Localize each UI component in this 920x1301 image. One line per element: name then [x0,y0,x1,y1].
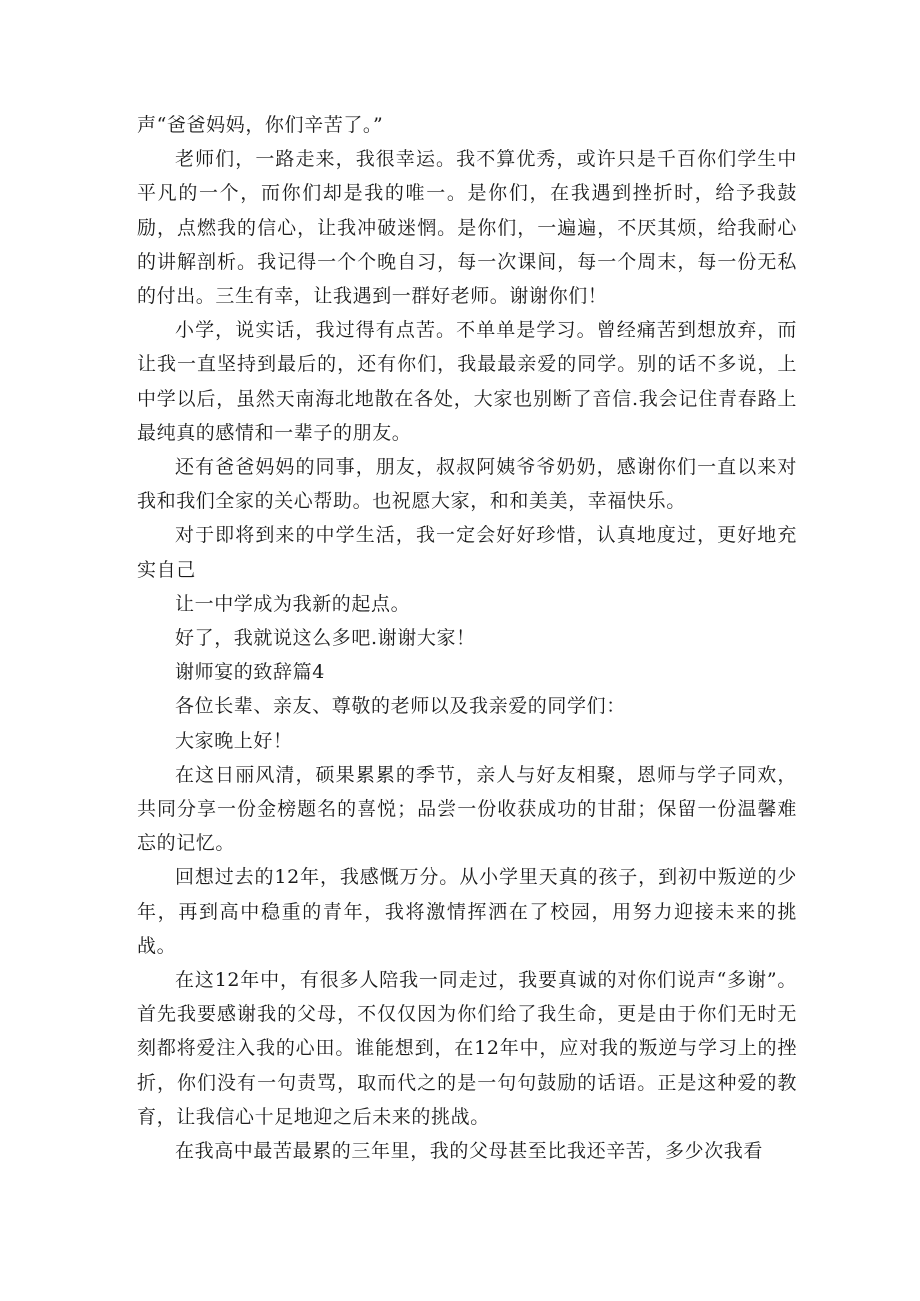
greeting: 大家晚上好！ [175,729,293,752]
paragraph-6: 让一中学成为我新的起点。 [175,592,411,615]
paragraph-4: 还有爸爸妈妈的同事，朋友，叔叔阿姨爷爷奶奶，感谢你们一直以来对我和我们全家的关心帮助。也祝愿大家，和和美美，幸福快乐。 [137,456,797,513]
document-body [137,108,797,1168]
paragraph-11: 在这日丽风清，硕果累累的季节，亲人与好友相聚，恩师与学子同欢，共同分享一份金榜题名的喜悦；品尝一份收获成功的甘甜；保留一份温馨难忘的记忆。 [137,763,797,855]
paragraph-2: 老师们，一路走来，我很幸运。我不算优秀，或许只是千百你们学生中平凡的一个，而你们却是我的唯一。是你们，在我遇到挫折时，给予我鼓励，点燃我的信心，让我冲破迷惘。是你们，一遍遍，不厌其烦，给我耐心的讲解剖析。我记得一个个晚自习，每一次课间，每一个周末，每一份无私的付出。三生有幸，让我遇到一群好老师。谢谢你们！ [137,148,797,308]
paragraph-14: 在我高中最苦最累的三年里，我的父母甚至比我还辛苦，多少次我看 [175,1140,764,1163]
paragraph-1: 声“爸爸妈妈，你们辛苦了。” [137,114,384,136]
paragraph-12: 回想过去的12年，我感慨万分。从小学里天真的孩子，到初中叛逆的少年，再到高中稳重的青年，我将激情挥洒在了校园，用努力迎接未来的挑战。 [137,866,797,957]
paragraph-13: 在这12年中，有很多人陪我一同走过，我要真诚的对你们说声“多谢”。首先我要感谢我的父母，不仅仅因为你们给了我生命，更是由于你们无时无刻都将爱注入我的心田。谁能想到，在12年中，应对我的叛逆与学习上的挫折，你们没有一句责骂，取而代之的是一句句鼓励的话语。正是这种爱的教育，让我信心十足地迎之后未来的挑战。 [137,969,797,1128]
section-heading: 谢师宴的致辞篇4 [175,661,325,684]
paragraph-5: 对于即将到来的中学生活，我一定会好好珍惜，认真地度过，更好地充实自己 [137,524,797,581]
paragraph-3: 小学，说实话，我过得有点苦。不单单是学习。曾经痛苦到想放弃，而让我一直坚持到最后的，还有你们，我最最亲爱的同学。别的话不多说，上中学以后，虽然天南海北地散在各处，大家也别断了音信.我会记住青春路上最纯真的感情和一辈子的朋友。 [137,319,797,444]
salutation: 各位长辈、亲友、尊敬的老师以及我亲爱的同学们： [175,695,626,718]
paragraph-7: 好了，我就说这么多吧.谢谢大家！ [175,627,476,650]
